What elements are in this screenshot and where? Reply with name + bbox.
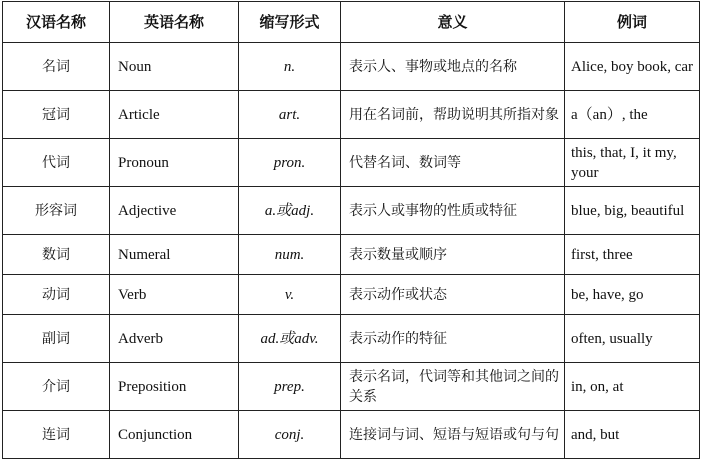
- header-abbreviation: 缩写形式: [239, 2, 341, 43]
- cell-abbreviation: conj.: [239, 411, 341, 459]
- cell-examples: and, but: [565, 411, 700, 459]
- cell-english-name: Numeral: [110, 235, 239, 275]
- cell-meaning: 表示人、事物或地点的名称: [341, 43, 565, 91]
- cell-abbreviation: ad.或adv.: [239, 315, 341, 363]
- cell-examples: be, have, go: [565, 275, 700, 315]
- cell-meaning: 表示动作或状态: [341, 275, 565, 315]
- cell-meaning: 表示数量或顺序: [341, 235, 565, 275]
- cell-abbreviation: prep.: [239, 363, 341, 411]
- cell-examples: a（an）, the: [565, 91, 700, 139]
- cell-examples: often, usually: [565, 315, 700, 363]
- cell-english-name: Adjective: [110, 187, 239, 235]
- table-row: [3, 43, 700, 91]
- cell-meaning: 表示人或事物的性质或特征: [341, 187, 565, 235]
- header-examples: 例词: [565, 2, 700, 43]
- cell-chinese-name: 副词: [3, 315, 110, 363]
- header-meaning: 意义: [341, 2, 565, 43]
- cell-meaning: 连接词与词、短语与短语或句与句: [341, 411, 565, 459]
- cell-chinese-name: 形容词: [3, 187, 110, 235]
- cell-meaning: 代替名词、数词等: [341, 139, 565, 187]
- cell-chinese-name: 冠词: [3, 91, 110, 139]
- cell-chinese-name: 连词: [3, 411, 110, 459]
- table-header-row: [3, 2, 700, 43]
- table-row: [3, 411, 700, 459]
- table-row: [3, 139, 700, 187]
- cell-english-name: Conjunction: [110, 411, 239, 459]
- cell-english-name: Preposition: [110, 363, 239, 411]
- cell-english-name: Adverb: [110, 315, 239, 363]
- table-row: [3, 275, 700, 315]
- cell-meaning: 用在名词前，帮助说明其所指对象: [341, 91, 565, 139]
- cell-chinese-name: 代词: [3, 139, 110, 187]
- cell-english-name: Pronoun: [110, 139, 239, 187]
- header-chinese-name: 汉语名称: [3, 2, 110, 43]
- table-row: [3, 363, 700, 411]
- parts-of-speech-table: [2, 1, 700, 459]
- header-english-name: 英语名称: [110, 2, 239, 43]
- table-row: [3, 91, 700, 139]
- cell-english-name: Verb: [110, 275, 239, 315]
- cell-examples: blue, big, beautiful: [565, 187, 700, 235]
- cell-examples: Alice, boy book, car: [565, 43, 700, 91]
- cell-chinese-name: 数词: [3, 235, 110, 275]
- cell-meaning: 表示动作的特征: [341, 315, 565, 363]
- cell-chinese-name: 名词: [3, 43, 110, 91]
- table-row: [3, 235, 700, 275]
- table-row: [3, 187, 700, 235]
- cell-abbreviation: num.: [239, 235, 341, 275]
- cell-english-name: Article: [110, 91, 239, 139]
- cell-examples: this, that, I, it my, your: [565, 139, 700, 187]
- cell-examples: in, on, at: [565, 363, 700, 411]
- cell-abbreviation: v.: [239, 275, 341, 315]
- cell-english-name: Noun: [110, 43, 239, 91]
- table-row: [3, 315, 700, 363]
- cell-abbreviation: n.: [239, 43, 341, 91]
- cell-examples: first, three: [565, 235, 700, 275]
- cell-abbreviation: a.或adj.: [239, 187, 341, 235]
- cell-chinese-name: 动词: [3, 275, 110, 315]
- cell-chinese-name: 介词: [3, 363, 110, 411]
- cell-abbreviation: pron.: [239, 139, 341, 187]
- cell-meaning: 表示名词，代词等和其他词之间的关系: [341, 363, 565, 411]
- cell-abbreviation: art.: [239, 91, 341, 139]
